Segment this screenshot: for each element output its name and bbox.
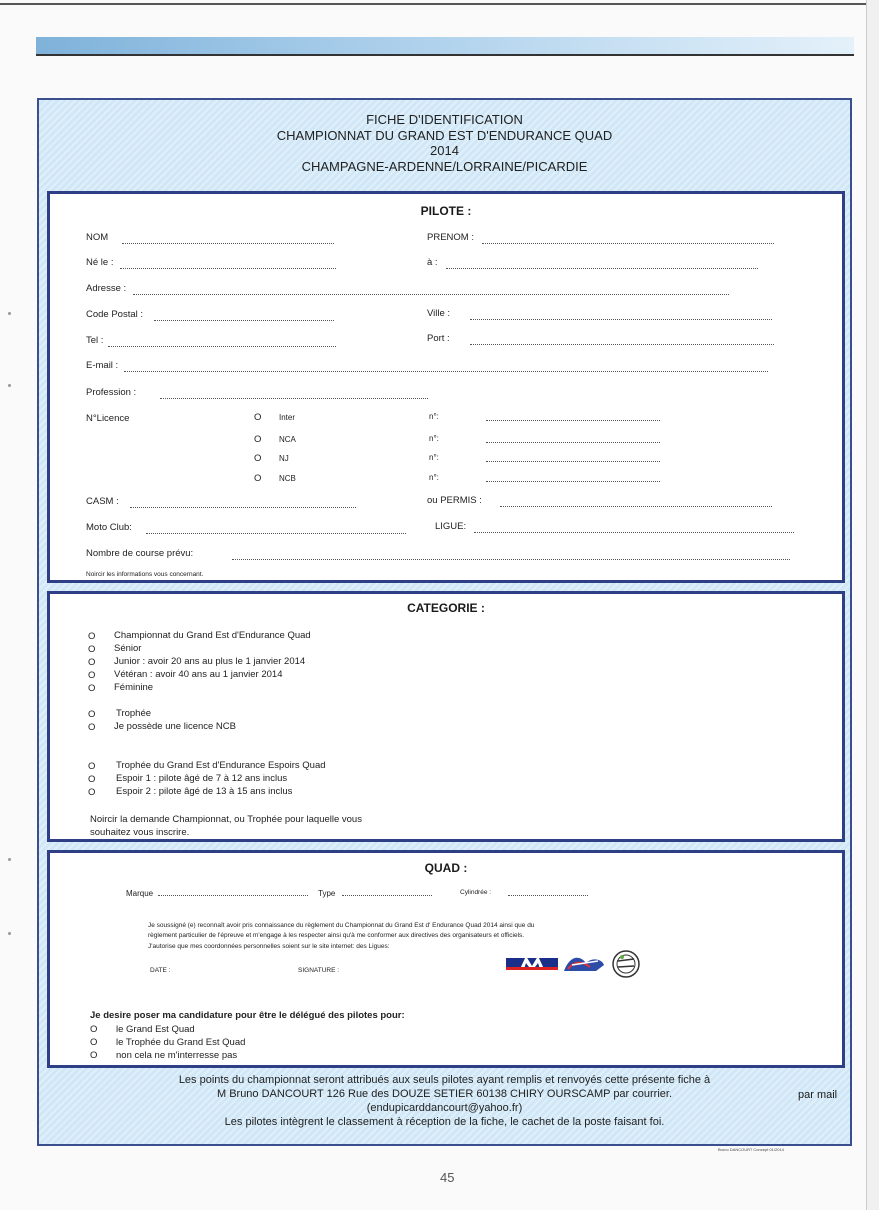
address-field[interactable] — [133, 294, 729, 295]
licence-ncb-label: NCB — [279, 474, 296, 483]
moto-club-field[interactable] — [146, 533, 406, 534]
ligue-logos — [506, 949, 646, 977]
delegue-trophee-radio[interactable]: O — [90, 1037, 98, 1048]
port-field[interactable] — [470, 344, 774, 345]
delegue-trophee-label: le Trophée du Grand Est Quad — [116, 1037, 246, 1048]
birthdate-field[interactable] — [120, 268, 336, 269]
quad-title: QUAD : — [424, 861, 468, 875]
credit-text: Bruno DANCOURT Concept 01/2014 — [718, 1147, 784, 1152]
pilote-section — [47, 191, 845, 583]
delegue-title: Je desire poser ma candidature pour être le délégué des pilotes pour: — [90, 1010, 405, 1021]
header-rule — [36, 54, 854, 56]
marque-label: Marque — [126, 889, 154, 898]
pilote-note: Noircir les informations vous concernant. — [86, 571, 204, 578]
city-label: Ville : — [427, 308, 451, 319]
delegue-none-radio[interactable]: O — [90, 1050, 98, 1061]
cat-feminine-radio[interactable]: O — [88, 683, 96, 694]
footer-notice — [37, 1073, 852, 1129]
licence-ncb-num-field[interactable] — [486, 481, 660, 482]
postal-code-label: Code Postal : — [86, 309, 144, 320]
categorie-title: CATEGORIE : — [407, 601, 485, 615]
licence-nj-num-field[interactable] — [486, 461, 660, 462]
nom-label: NOM — [86, 232, 109, 243]
cat-espoir2-radio[interactable]: O — [88, 787, 96, 798]
profession-label: Profession : — [86, 387, 137, 398]
cat-feminine-label: Féminine — [114, 682, 154, 693]
race-count-field[interactable] — [232, 559, 790, 560]
email-field[interactable] — [124, 371, 768, 372]
cylindree-field[interactable] — [508, 895, 588, 896]
scan-mark — [8, 312, 11, 315]
licence-nca-num-field[interactable] — [486, 442, 660, 443]
postal-code-field[interactable] — [154, 320, 334, 321]
declaration-line1: Je soussigné (e) reconnaît avoir pris connaissance du règlement du Championnat du Grand Est d' Endurance Quad 2014 ainsi que du — [148, 922, 535, 929]
delegue-none-label: non cela ne m'interresse pas — [116, 1050, 238, 1061]
page-number: 45 — [440, 1170, 455, 1185]
nom-field[interactable] — [122, 243, 334, 244]
cat-veteran-radio[interactable]: O — [88, 670, 96, 681]
scan-mark — [8, 858, 11, 861]
cat-espoirs-radio[interactable]: O — [88, 761, 96, 772]
licence-label: N°Licence — [86, 413, 130, 424]
licence-inter-label: Inter — [279, 413, 296, 422]
prenom-label: PRENOM : — [427, 232, 474, 243]
footer-email[interactable]: (endupicarddancourt@yahoo.fr) — [366, 1102, 523, 1114]
date-label: DATE : — [150, 967, 171, 974]
logos-svg — [506, 949, 646, 979]
cat-ncb-label: Je possède une licence NCB — [114, 721, 236, 732]
pilote-title: PILOTE : — [420, 204, 472, 218]
cat-trophee-label: Trophée — [116, 708, 152, 719]
footer-line1: Les points du championnat seront attribués aux seuls pilotes ayant remplis et renvoyés cette présente fiche à — [178, 1074, 711, 1086]
licence-nca-label: NCA — [279, 435, 296, 444]
prenom-field[interactable] — [482, 243, 774, 244]
scan-mark — [8, 932, 11, 935]
cat-espoirs-label: Trophée du Grand Est d'Endurance Espoirs Quad — [116, 760, 326, 771]
page-edge — [866, 0, 879, 1210]
categorie-note-line1: Noircir la demande Championnat, ou Trophée pour laquelle vous — [90, 814, 362, 825]
ufolep-m-logo — [506, 956, 558, 971]
cat-espoir1-label: Espoir 1 : pilote âgé de 7 à 12 ans inclus — [116, 773, 288, 784]
permis-label: ou PERMIS : — [427, 495, 482, 506]
cat-espoir2-label: Espoir 2 : pilote âgé de 13 à 15 ans inclus — [116, 786, 293, 797]
tel-field[interactable] — [108, 346, 336, 347]
cylindree-label: Cylindrée : — [460, 889, 492, 896]
cat-senior-radio[interactable]: O — [88, 644, 96, 655]
type-field[interactable] — [342, 895, 432, 896]
tel-label: Tel : — [86, 335, 104, 346]
licence-nca-num-label: n°: — [429, 434, 439, 443]
race-count-label: Nombre de course prévu: — [86, 548, 194, 559]
declaration-line2: règlement particulier de l'épreuve et m'engage à les respecter ainsi qu'à me conformer aux directives des organisateurs et officiels. — [148, 932, 525, 939]
par-mail-note: par mail — [798, 1089, 838, 1101]
licence-inter-num-field[interactable] — [486, 420, 660, 421]
licence-inter-num-label: n°: — [429, 412, 439, 421]
licence-nj-label: NJ — [279, 454, 289, 463]
delegue-grand-est-radio[interactable]: O — [90, 1024, 98, 1035]
casm-label: CASM : — [86, 496, 119, 507]
cat-ncb-radio[interactable]: O — [88, 722, 96, 733]
licence-ncb-radio[interactable]: O — [254, 473, 262, 484]
birthplace-field[interactable] — [446, 268, 758, 269]
cat-senior-label: Sénior — [114, 643, 142, 654]
licence-ncb-num-label: n°: — [429, 473, 439, 482]
scan-mark — [8, 384, 11, 387]
championship-name: CHAMPIONNAT DU GRAND EST D'ENDURANCE QUAD — [276, 127, 613, 143]
birthplace-label: à : — [427, 257, 438, 268]
cat-junior-radio[interactable]: O — [88, 657, 96, 668]
lorraine-logo — [613, 951, 639, 977]
type-label: Type — [318, 889, 336, 898]
categorie-section — [47, 591, 845, 842]
signature-label: SIGNATURE : — [298, 967, 340, 974]
cat-championnat-label: Championnat du Grand Est d'Endurance Quad — [114, 630, 311, 641]
licence-inter-radio[interactable]: O — [254, 412, 262, 423]
cat-espoir1-radio[interactable]: O — [88, 774, 96, 785]
birthdate-label: Né le : — [86, 257, 114, 268]
cat-junior-label: Junior : avoir 20 ans au plus le 1 janvier 2014 — [114, 656, 306, 667]
permis-field[interactable] — [500, 506, 772, 507]
year: 2014 — [430, 143, 459, 158]
declaration-line3: J'autorise que mes coordonnées personnelles soient sur le site internet: des Ligues: — [148, 943, 390, 950]
licence-nj-radio[interactable]: O — [254, 453, 262, 464]
form-header — [37, 112, 852, 174]
email-label: E-mail : — [86, 360, 119, 371]
cat-veteran-label: Vétéran : avoir 40 ans au 1 janvier 2014 — [114, 669, 283, 680]
quad-section — [47, 850, 845, 1068]
cat-trophee-radio[interactable]: O — [88, 709, 96, 720]
header-color-bar — [36, 37, 854, 54]
profession-field[interactable] — [160, 398, 428, 399]
delegue-grand-est-label: le Grand Est Quad — [116, 1024, 195, 1035]
address-label: Adresse : — [86, 283, 127, 294]
ligue-label: LIGUE: — [435, 521, 467, 532]
categorie-note-line2: souhaitez vous inscrire. — [90, 827, 190, 838]
port-label: Port : — [427, 333, 450, 344]
ligue-field[interactable] — [474, 532, 794, 533]
footer-line2: M Bruno DANCOURT 126 Rue des DOUZE SETIER 60138 CHIRY OURSCAMP par courrier. — [216, 1088, 673, 1100]
form-title: FICHE D'IDENTIFICATION — [366, 112, 523, 127]
footer-line4: Les pilotes intègrent le classement à réception de la fiche, le cachet de la poste faisant foi. — [224, 1116, 665, 1128]
regions: CHAMPAGNE-ARDENNE/LORRAINE/PICARDIE — [301, 158, 588, 174]
city-field[interactable] — [470, 319, 772, 320]
casm-field[interactable] — [130, 507, 356, 508]
moto-club-label: Moto Club: — [86, 522, 132, 533]
marque-field[interactable] — [158, 895, 308, 896]
cat-championnat-radio[interactable]: O — [88, 631, 96, 642]
ligue-logo — [564, 958, 604, 971]
licence-nj-num-label: n°: — [429, 453, 439, 462]
top-rule — [0, 3, 879, 5]
licence-nca-radio[interactable]: O — [254, 434, 262, 445]
